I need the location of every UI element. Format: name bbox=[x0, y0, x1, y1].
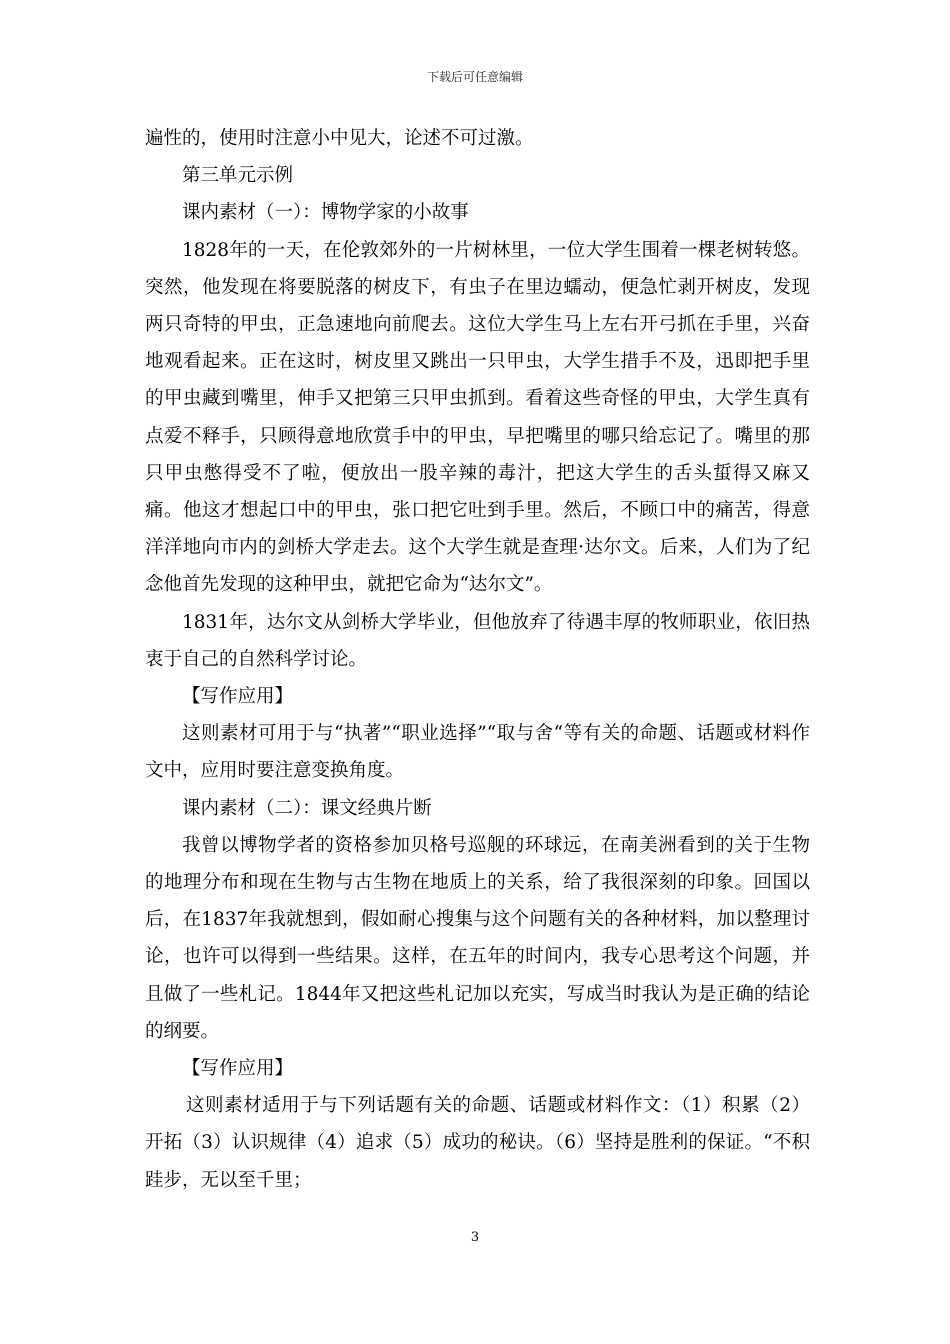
paragraph: 我曾以博物学者的资格参加贝格号巡舰的环球远，在南美洲看到的关于生物的地理分布和现在生物与古生物在地质上的关系，给了我很深刻的印象。回国以后，在1837年我就想到，假如耐心搜集与这个问题有关的各种材料，加以整理讨论，也许可以得到一些结果。这样，在五年的时间内，我专心思考这个问题，并且做了一些札记。1844年又把这些札记加以充实，写成当时我认为是正确的结论的纲要。 bbox=[145, 834, 810, 1042]
paragraph: 1828年的一天，在伦敦郊外的一片树林里，一位大学生围着一棵老树转悠。突然，他发现在将要脱落的树皮下，有虫子在里边蠕动，便急忙剥开树皮，发现两只奇特的甲虫，正急速地向前爬去。这位大学生马上左右开弓抓在手里，兴奋地观看起来。正在这时，树皮里又跳出一只甲虫，大学生措手不及，迅即把手里的甲虫藏到嘴里，伸手又把第三只甲虫抓到。看着这些奇怪的甲虫，大学生真有点爱不释手，只顾得意地欣赏手中的甲虫，早把嘴里的哪只给忘记了。嘴里的那只甲虫憋得受不了啦，便放出一股辛辣的毒汁，把这大学生的舌头蜇得又麻又痛。他这才想起口中的甲虫，张口把它吐到手里。然后，不顾口中的痛苦，得意洋洋地向市内的剑桥大学走去。这个大学生就是查理·达尔文。后来，人们为了纪念他首先发现的这种甲虫，就把它命为“达尔文”。 bbox=[145, 239, 810, 596]
material-heading: 课内素材（二）：课文经典片断 bbox=[182, 797, 432, 819]
section-heading: 第三单元示例 bbox=[182, 165, 294, 187]
paragraph: 1831年，达尔文从剑桥大学毕业，但他放弃了待遇丰厚的牧师职业，依旧热衷于自己的自然科学讨论。 bbox=[145, 611, 810, 670]
paragraph: 遍性的，使用时注意小中见大，论述不可过激。 bbox=[145, 128, 534, 149]
writing-application-heading: 【写作应用】 bbox=[182, 1058, 294, 1080]
page-number: 3 bbox=[470, 1230, 480, 1245]
document-body bbox=[145, 120, 810, 1199]
paragraph: 这则素材可用于与“执著”“职业选择”“取与舍“等有关的命题、话题或材料作文中，应用时要注意变换角度。 bbox=[145, 723, 810, 782]
writing-application-heading: 【写作应用】 bbox=[182, 686, 294, 708]
page-header: 下载后可任意编辑 bbox=[426, 70, 523, 84]
material-heading: 课内素材（一）：博物学家的小故事 bbox=[182, 202, 469, 224]
paragraph: 这则素材适用于与下列话题有关的命题、话题或材料作文：（1）积累（2）开拓（3）认识规律（4）追求（5）成功的秘诀。（6）坚持是胜利的保证。“不积跬步，无以至千里； bbox=[145, 1095, 810, 1191]
